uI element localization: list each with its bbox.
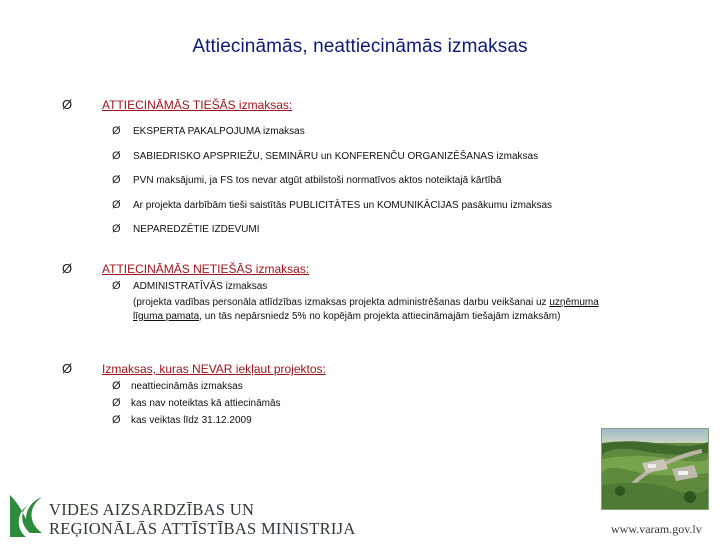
- ministry-logo-icon: [6, 493, 46, 539]
- list-item-text: ADMINISTRATĪVĀS izmaksas: [133, 281, 268, 292]
- section-ineligible-costs: [62, 362, 326, 376]
- arrow-bullet-icon: Ø: [112, 397, 121, 409]
- ministry-name-line2: REĢIONĀLĀS ATTĪSTĪBAS MINISTRIJA: [49, 519, 356, 538]
- arrow-bullet-icon: Ø: [112, 280, 121, 292]
- list-item: [112, 397, 281, 410]
- list-item: [112, 150, 538, 163]
- arrow-bullet-icon: Ø: [112, 223, 121, 235]
- note-text-before: (projekta vadības personāla atlīdzības izmaksas projekta administrēšanas darbu veikšanai uz: [133, 297, 550, 308]
- section-heading: Izmaksas, kuras NEVAR iekļaut projektos:: [102, 362, 326, 376]
- list-item: [112, 223, 260, 236]
- list-item: [112, 380, 243, 393]
- list-item: [112, 125, 305, 138]
- website-url[interactable]: www.varam.gov.lv: [611, 522, 702, 536]
- list-item: [112, 280, 267, 293]
- list-item-text: kas nav noteiktas kā attiecināmās: [131, 398, 281, 409]
- section-heading: ATTIECINĀMĀS NETIEŠĀS izmaksas:: [102, 262, 310, 276]
- arrow-bullet-icon: Ø: [112, 414, 121, 426]
- arrow-bullet-icon: Ø: [62, 97, 73, 112]
- ministry-name: [49, 500, 356, 538]
- administrative-costs-note: [133, 296, 619, 323]
- section-heading: ATTIECINĀMĀS TIEŠĀS izmaksas:: [102, 98, 293, 112]
- list-item: [112, 199, 552, 212]
- list-item: [112, 174, 502, 187]
- arrow-bullet-icon: Ø: [62, 361, 73, 376]
- note-text-after: , un tās nepārsniedz 5% no kopējām projekta attiecināmajām tiešajām izmaksām): [199, 310, 561, 322]
- list-item: [112, 414, 252, 427]
- list-item-text: neattiecināmās izmaksas: [131, 381, 243, 392]
- aerial-landscape-image: [602, 429, 708, 509]
- arrow-bullet-icon: Ø: [112, 125, 121, 137]
- arrow-bullet-icon: Ø: [112, 150, 121, 162]
- ministry-name-line1: VIDES AIZSARDZĪBAS UN: [49, 500, 255, 519]
- list-item-text: kas veiktas līdz 31.12.2009: [131, 415, 252, 426]
- ministry-logo: [6, 493, 46, 544]
- section-indirect-costs: [62, 262, 309, 276]
- aerial-photo: [601, 428, 709, 510]
- arrow-bullet-icon: Ø: [112, 174, 121, 186]
- list-item-text: SABIEDRISKO APSPRIEŽU, SEMINĀRU un KONFERENČU ORGANIZĒŠANAS izmaksas: [133, 151, 539, 162]
- note-text-underlined: uzņēmuma līguma pamata: [133, 297, 599, 322]
- section-direct-costs: [62, 98, 292, 112]
- arrow-bullet-icon: Ø: [62, 261, 73, 276]
- list-item-text: Ar projekta darbībām tieši saistītās PUBLICITĀTES un KOMUNIKĀCIJAS pasākumu izmaksas: [133, 200, 553, 211]
- list-item-text: EKSPERTA PAKALPOJUMA izmaksas: [133, 126, 305, 137]
- arrow-bullet-icon: Ø: [112, 199, 121, 211]
- arrow-bullet-icon: Ø: [112, 380, 121, 392]
- list-item-text: NEPAREDZĒTIE IZDEVUMI: [133, 224, 260, 235]
- page-title: Attiecināmās, neattiecināmās izmaksas: [192, 36, 528, 57]
- list-item-text: PVN maksājumi, ja FS tos nevar atgūt atbilstoši normatīvos aktos noteiktajā kārtībā: [133, 175, 502, 186]
